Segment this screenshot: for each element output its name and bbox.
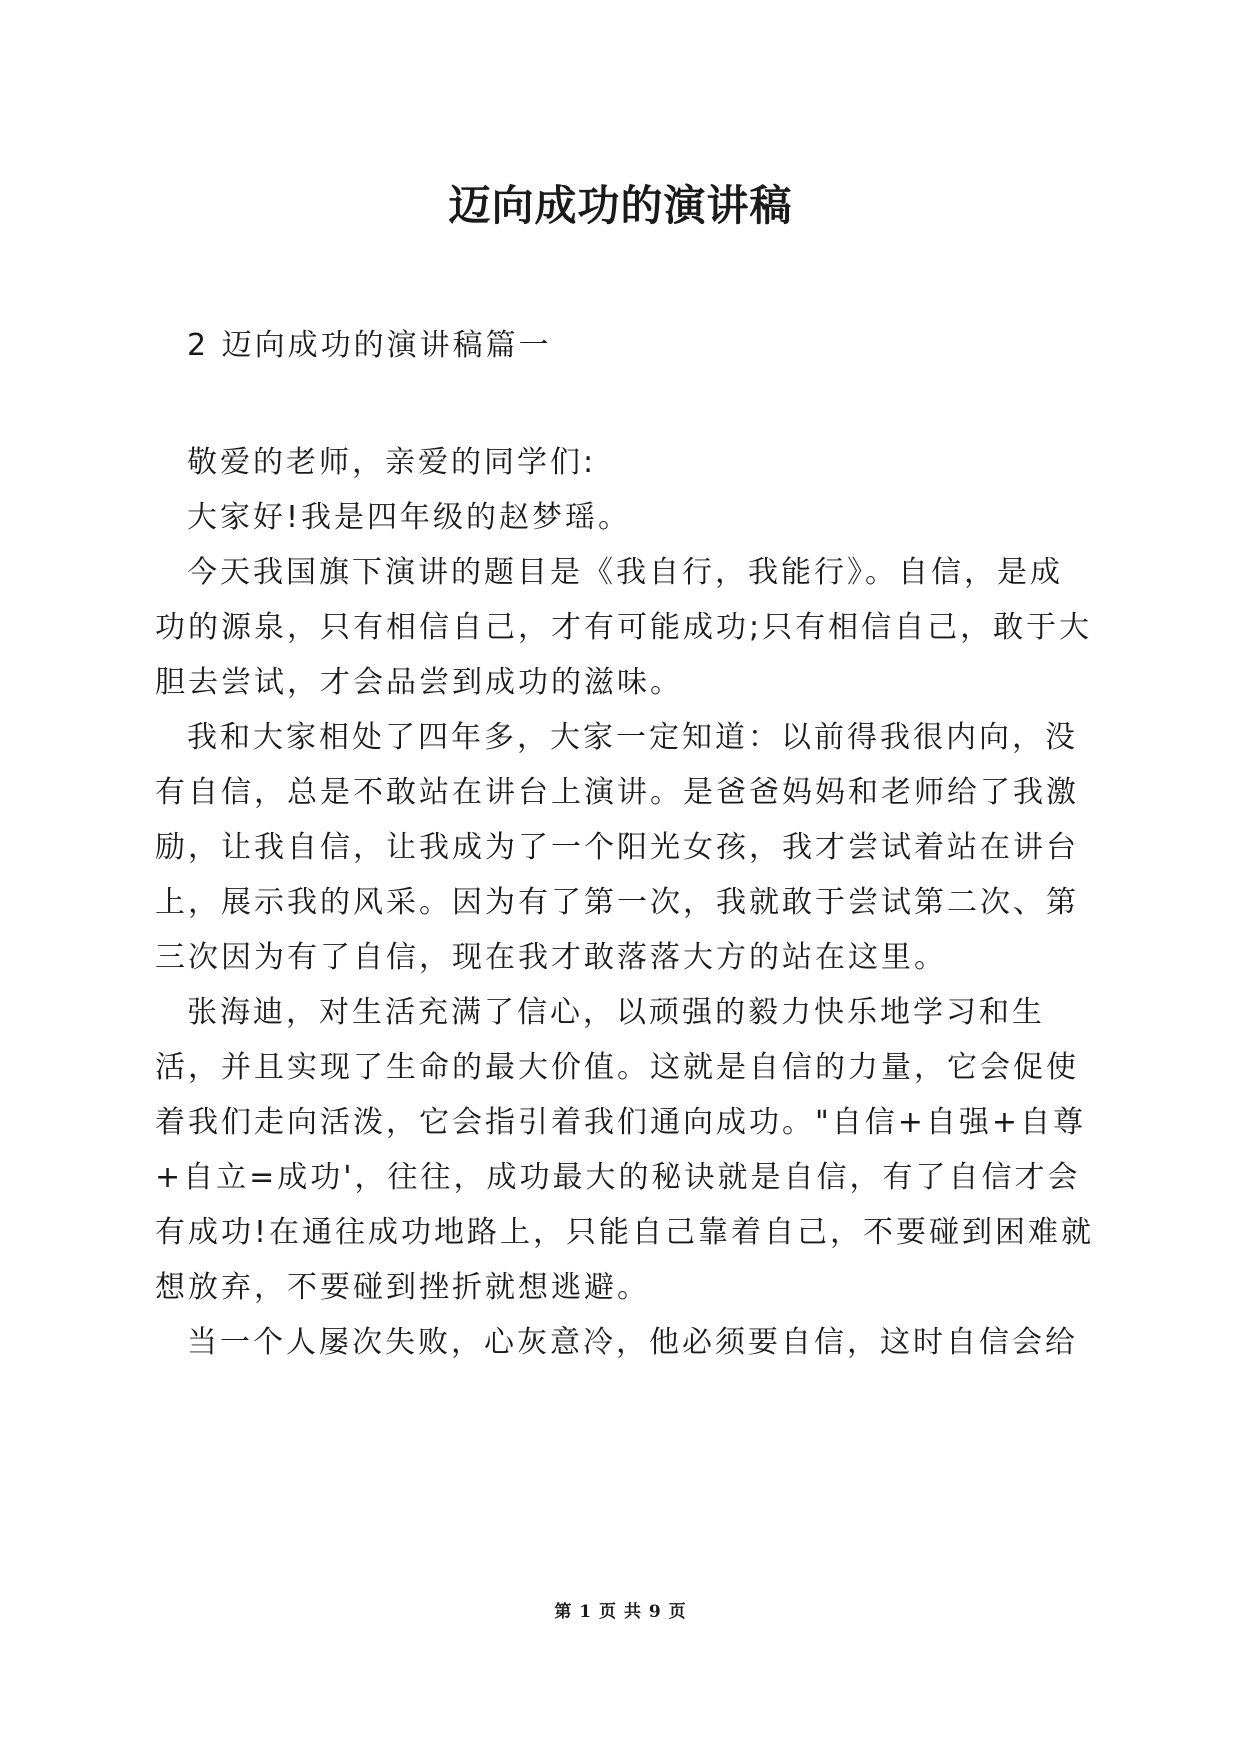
paragraph-salutation: 敬爱的老师，亲爱的同学们: (187, 445, 597, 480)
paragraph-topic: 今天我国旗下演讲的题目是《我自行，我能行》。自信，是成功的源泉，只有相信自己，才有可能成功;只有相信自己，敢于大胆去尝试，才会品尝到成功的滋味。 (155, 555, 1093, 700)
paragraph-greeting: 大家好!我是四年级的赵梦瑶。 (187, 500, 632, 535)
page-indicator: 第 1 页 共 9 页 (554, 1602, 687, 1622)
paragraph-example: 张海迪，对生活充满了信心，以顽强的毅力快乐地学习和生活，并且实现了生命的最大价值。这就是自信的力量，它会促使着我们走向活泼，它会指引着我们通向成功。"自信+自强+自尊+自立=成功'，往往，成功最大的秘诀就是自信，有了自信才会有成功!在通往成功地路上，只能自己靠着自己，不要碰到困难就想放弃，不要碰到挫折就想逃避。 (155, 995, 1095, 1305)
document-body (155, 318, 1095, 1370)
document-title: 迈向成功的演讲稿 (448, 181, 793, 230)
section-subtitle: 2 迈向成功的演讲稿篇一 (187, 328, 552, 363)
paragraph-failure: 当一个人屡次失败，心灰意冷，他必须要自信，这时自信会给 (187, 1325, 1078, 1360)
paragraph-experience: 我和大家相处了四年多，大家一定知道：以前得我很内向，没有自信，总是不敢站在讲台上演讲。是爸爸妈妈和老师给了我激励，让我自信，让我成为了一个阳光女孩，我才尝试着站在讲台上，展示我的风采。因为有了第一次，我就敢于尝试第二次、第三次因为有了自信，现在我才敢落落大方的站在这里。 (155, 720, 1079, 975)
